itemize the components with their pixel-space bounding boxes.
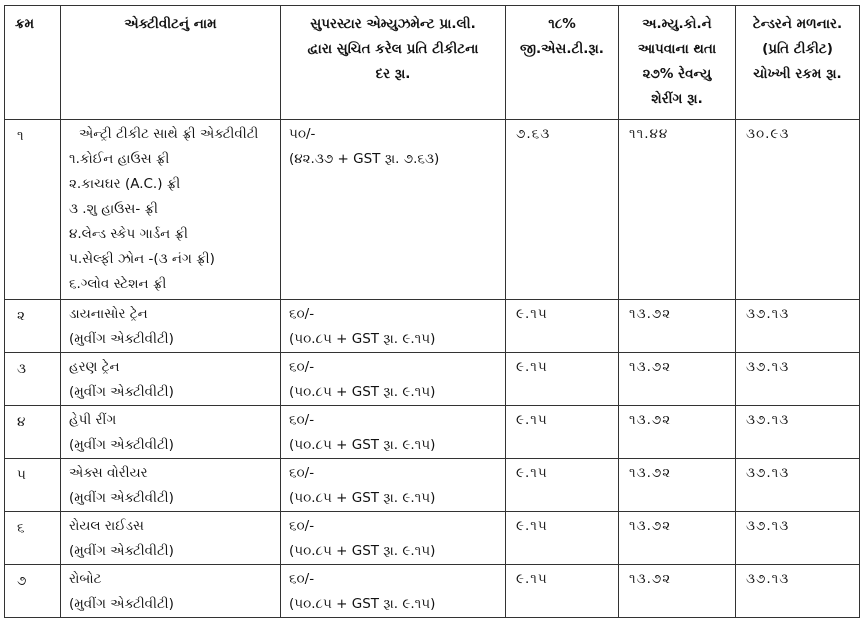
activity-line: ડાયનાસોર ટ્રેન <box>69 306 148 322</box>
revenue-share-cell <box>619 120 736 300</box>
revenue-share-cell <box>619 565 736 618</box>
net-amount-cell <box>736 300 860 353</box>
price-line: ૬૦/- <box>289 518 315 534</box>
header-price-line: સુપરસ્ટાર એમ્યુઝમેન્ટ પ્રા.લી. <box>310 16 476 32</box>
header-gst-line: જી.એસ.ટી.રૂા. <box>520 41 604 57</box>
price-cell <box>281 406 506 459</box>
price-line: ૬૦/- <box>289 359 315 375</box>
serial-number: ૭ <box>17 573 27 589</box>
price-line: ૬૦/- <box>289 306 315 322</box>
revenue-share-cell <box>619 512 736 565</box>
serial-number: ૩ <box>17 361 26 377</box>
serial-cell <box>5 353 61 406</box>
revenue-share-cell <box>619 300 736 353</box>
table-row <box>5 459 860 512</box>
net-amount-cell <box>736 459 860 512</box>
net-amount-cell <box>736 120 860 300</box>
activity-cell <box>61 300 281 353</box>
header-gst <box>506 6 619 120</box>
activity-line: ૧.કોઈન હાઉસ ફ્રી <box>69 151 170 167</box>
serial-cell <box>5 406 61 459</box>
activity-line: (મુવીંગ એક્ટીવીટી) <box>69 437 174 453</box>
activity-line: (મુવીંગ એક્ટીવીટી) <box>69 490 174 506</box>
net-amount-cell <box>736 353 860 406</box>
price-line: (૫૦.૮૫ + GST રૂા. ૯.૧૫) <box>289 543 436 559</box>
net-amount-cell <box>736 512 860 565</box>
header-net-line: ચોખ્ખી રકમ રૂા. <box>753 66 842 82</box>
revenue-share-cell <box>619 406 736 459</box>
revenue-share-value: ૧૩.૭૨ <box>629 412 672 428</box>
header-net-amount <box>736 6 860 120</box>
gst-value: ૭.૬૩ <box>516 126 551 142</box>
serial-cell <box>5 300 61 353</box>
header-net-line: (પ્રતિ ટીકીટ) <box>762 41 833 57</box>
tariff-table <box>4 5 860 618</box>
header-activity <box>61 6 281 120</box>
revenue-share-value: ૧૩.૭૨ <box>629 306 672 322</box>
gst-value: ૯.૧૫ <box>516 571 548 587</box>
table-row <box>5 120 860 300</box>
header-price <box>281 6 506 120</box>
activity-line: એક્સ વોરીયર <box>69 465 148 481</box>
activity-line: રોયલ રાઈડસ <box>69 518 144 534</box>
header-net-line: ટેન્ડરને મળનાર. <box>752 16 843 32</box>
activity-line: (મુવીંગ એક્ટીવીટી) <box>69 596 174 612</box>
activity-line: હેપી રીંગ <box>69 412 117 428</box>
revenue-share-value: ૧૩.૭૨ <box>629 359 672 375</box>
header-activity-label: એક્ટીવીટનું નામ <box>124 16 217 32</box>
net-amount-value: ૩૭.૧૩ <box>746 306 790 322</box>
revenue-share-value: ૧૩.૭૨ <box>629 518 672 534</box>
table-row <box>5 300 860 353</box>
price-cell <box>281 353 506 406</box>
gst-value: ૯.૧૫ <box>516 465 548 481</box>
net-amount-value: ૩૭.૧૩ <box>746 465 790 481</box>
activity-cell <box>61 459 281 512</box>
net-amount-value: ૩૭.૧૩ <box>746 412 790 428</box>
activity-line: રોબોટ <box>69 571 102 587</box>
activity-line: એન્ટ્રી ટીકીટ સાથે ફ્રી એક્ટીવીટી <box>79 126 259 142</box>
gst-cell <box>506 459 619 512</box>
net-amount-value: ૩૦.૯૩ <box>746 126 790 142</box>
price-cell <box>281 120 506 300</box>
revenue-share-value: ૧૩.૭૨ <box>629 465 672 481</box>
header-revenue-share <box>619 6 736 120</box>
price-line: (૫૦.૮૫ + GST રૂા. ૯.૧૫) <box>289 384 436 400</box>
revenue-share-cell <box>619 459 736 512</box>
header-share-line: અ.મ્યુ.કો.ને <box>642 16 712 32</box>
table-row <box>5 406 860 459</box>
price-line: ૬૦/- <box>289 571 315 587</box>
activity-line: ૨.કાચઘર (A.C.) ફ્રી <box>69 176 181 192</box>
serial-number: ૧ <box>17 128 24 144</box>
price-line: (૫૦.૮૫ + GST રૂા. ૯.૧૫) <box>289 437 436 453</box>
table-row <box>5 512 860 565</box>
activity-line: ૫.સેલ્ફી ઝોન -(૩ નંગ ફ્રી) <box>69 251 215 267</box>
activity-line: (મુવીંગ એક્ટીવીટી) <box>69 331 174 347</box>
price-cell <box>281 300 506 353</box>
price-line: (૫૦.૮૫ + GST રૂા. ૯.૧૫) <box>289 331 436 347</box>
header-price-line: દર રૂા. <box>375 66 411 82</box>
activity-line: (મુવીંગ એક્ટીવીટી) <box>69 384 174 400</box>
price-line: ૬૦/- <box>289 465 315 481</box>
serial-cell <box>5 459 61 512</box>
gst-value: ૯.૧૫ <box>516 359 548 375</box>
serial-number: ૫ <box>17 467 26 483</box>
revenue-share-value: ૧૩.૭૨ <box>629 571 672 587</box>
net-amount-value: ૩૭.૧૩ <box>746 571 790 587</box>
gst-cell <box>506 300 619 353</box>
serial-cell <box>5 565 61 618</box>
price-cell <box>281 512 506 565</box>
gst-value: ૯.૧૫ <box>516 306 548 322</box>
price-cell <box>281 565 506 618</box>
price-line: ૬૦/- <box>289 412 315 428</box>
header-gst-line: ૧૮% <box>548 16 576 32</box>
gst-cell <box>506 512 619 565</box>
activity-line: ૬.ગ્લોવ સ્ટેશન ફ્રી <box>69 276 167 292</box>
price-line: (૪૨.૩૭ + GST રૂા. ૭.૬૩) <box>289 151 440 167</box>
gst-value: ૯.૧૫ <box>516 412 548 428</box>
header-price-line: દ્વારા સુચિત કરેલ પ્રતિ ટીકીટના <box>307 41 479 57</box>
gst-cell <box>506 406 619 459</box>
table-row <box>5 565 860 618</box>
header-share-line: ૨૭% રેવન્યુ <box>642 66 712 82</box>
header-row <box>5 6 860 120</box>
activity-cell <box>61 353 281 406</box>
serial-cell <box>5 512 61 565</box>
price-cell <box>281 459 506 512</box>
activity-line: ૩ .શુ હાઉસ- ફ્રી <box>69 201 158 217</box>
header-serial <box>5 6 61 120</box>
net-amount-value: ૩૭.૧૩ <box>746 359 790 375</box>
gst-value: ૯.૧૫ <box>516 518 548 534</box>
activity-cell <box>61 512 281 565</box>
net-amount-cell <box>736 565 860 618</box>
activity-line: હરણ ટ્રેન <box>69 359 120 375</box>
price-line: (૫૦.૮૫ + GST રૂા. ૯.૧૫) <box>289 490 436 506</box>
gst-cell <box>506 353 619 406</box>
serial-number: ૪ <box>17 414 26 430</box>
header-share-line: શેરીંગ રૂા. <box>651 91 703 107</box>
net-amount-value: ૩૭.૧૩ <box>746 518 790 534</box>
net-amount-cell <box>736 406 860 459</box>
serial-number: ૨ <box>17 308 25 324</box>
table-row <box>5 353 860 406</box>
activity-cell <box>61 120 281 300</box>
activity-cell <box>61 406 281 459</box>
revenue-share-value: ૧૧.૪૪ <box>629 126 669 142</box>
gst-cell <box>506 565 619 618</box>
activity-line: ૪.લેન્ડ સ્કેપ ગાર્ડન ફ્રી <box>69 226 189 242</box>
price-line: ૫૦/- <box>289 126 316 142</box>
price-line: (૫૦.૮૫ + GST રૂા. ૯.૧૫) <box>289 596 436 612</box>
serial-cell <box>5 120 61 300</box>
serial-number: ૬ <box>17 520 25 536</box>
activity-cell <box>61 565 281 618</box>
activity-line: (મુવીંગ એક્ટીવીટી) <box>69 543 174 559</box>
gst-cell <box>506 120 619 300</box>
header-share-line: આપવાના થતા <box>637 41 717 57</box>
header-serial-label: ક્રમ <box>15 16 35 32</box>
revenue-share-cell <box>619 353 736 406</box>
